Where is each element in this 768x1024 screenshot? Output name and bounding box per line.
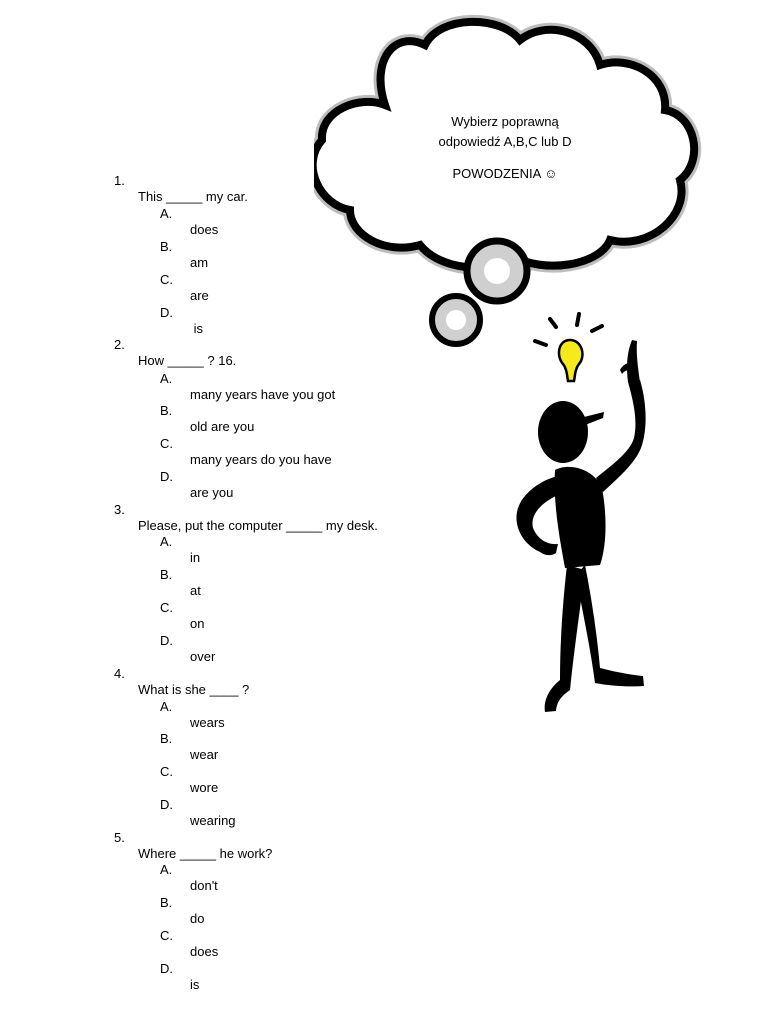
question-number: 4. <box>114 666 125 681</box>
option-text: does <box>190 222 219 237</box>
option-text: is <box>190 321 203 336</box>
option-letter: C. <box>160 928 173 943</box>
option-5b <box>160 879 460 926</box>
question-number: 2. <box>114 337 125 352</box>
thinking-figure-illustration <box>505 310 665 720</box>
option-text: old are you <box>190 419 255 434</box>
option-text: in <box>190 550 201 565</box>
question-text: How _____ ? 16. <box>138 353 237 368</box>
option-letter: C. <box>160 600 173 615</box>
instruction-line-1: Wybierz poprawną <box>451 114 559 129</box>
good-luck-text: POWODZENIA ☺ <box>452 166 558 181</box>
option-1c <box>160 256 460 303</box>
option-2d <box>160 453 460 500</box>
option-letter: A. <box>160 862 173 877</box>
question-4 <box>114 650 494 697</box>
light-bulb-icon <box>559 340 582 381</box>
option-4d <box>160 781 460 828</box>
option-letter: A. <box>160 206 173 221</box>
option-letter: B. <box>160 239 173 254</box>
question-number: 3. <box>114 502 125 517</box>
option-text: is <box>190 977 200 992</box>
instruction-line-2: odpowiedź A,B,C lub D <box>438 134 572 149</box>
option-text: am <box>190 255 209 270</box>
option-text: do <box>190 911 205 926</box>
option-4a <box>160 683 460 730</box>
option-text: wear <box>190 747 219 762</box>
option-text: don't <box>190 878 218 893</box>
option-letter: C. <box>160 764 173 779</box>
question-2 <box>114 321 494 368</box>
question-number: 5. <box>114 830 125 845</box>
option-3b <box>160 551 460 598</box>
option-1b <box>160 223 460 270</box>
option-text: wore <box>190 780 219 795</box>
question-text: Where _____ he work? <box>138 846 273 861</box>
stick-figure-icon <box>516 340 645 712</box>
question-text: This _____ my car. <box>138 189 248 204</box>
option-4b <box>160 715 460 762</box>
option-letter: A. <box>160 371 173 386</box>
option-1d <box>160 289 460 336</box>
option-5a <box>160 846 460 893</box>
option-text: wears <box>190 715 225 730</box>
option-letter: A. <box>160 699 173 714</box>
option-letter: D. <box>160 305 173 320</box>
question-text: Please, put the computer _____ my desk. <box>138 518 378 533</box>
option-text: wearing <box>190 813 236 828</box>
option-letter: B. <box>160 895 173 910</box>
option-letter: C. <box>160 436 173 451</box>
option-letter: D. <box>160 469 173 484</box>
option-text: on <box>190 616 205 631</box>
option-letter: D. <box>160 961 173 976</box>
option-text: many years have you got <box>190 387 336 402</box>
option-text: are you <box>190 485 234 500</box>
option-3d <box>160 617 460 664</box>
question-number: 1. <box>114 173 125 188</box>
option-2b <box>160 387 460 434</box>
question-1 <box>114 157 494 204</box>
option-letter: D. <box>160 633 173 648</box>
option-text: many years do you have <box>190 452 332 467</box>
option-letter: B. <box>160 403 173 418</box>
option-3c <box>160 584 460 631</box>
option-5d <box>160 945 460 992</box>
option-text: at <box>190 583 201 598</box>
question-5 <box>114 814 494 861</box>
option-letter: B. <box>160 567 173 582</box>
option-4c <box>160 748 460 795</box>
option-letter: A. <box>160 534 173 549</box>
option-5c <box>160 912 460 959</box>
option-2c <box>160 420 460 467</box>
option-1a <box>160 190 460 237</box>
option-text: does <box>190 944 219 959</box>
option-3a <box>160 518 460 565</box>
option-letter: C. <box>160 272 173 287</box>
option-text: over <box>190 649 216 664</box>
option-letter: D. <box>160 797 173 812</box>
option-2a <box>160 355 460 402</box>
question-text: What is she ____ ? <box>138 682 250 697</box>
option-text: are <box>190 288 209 303</box>
option-letter: B. <box>160 731 173 746</box>
question-3 <box>114 486 494 533</box>
